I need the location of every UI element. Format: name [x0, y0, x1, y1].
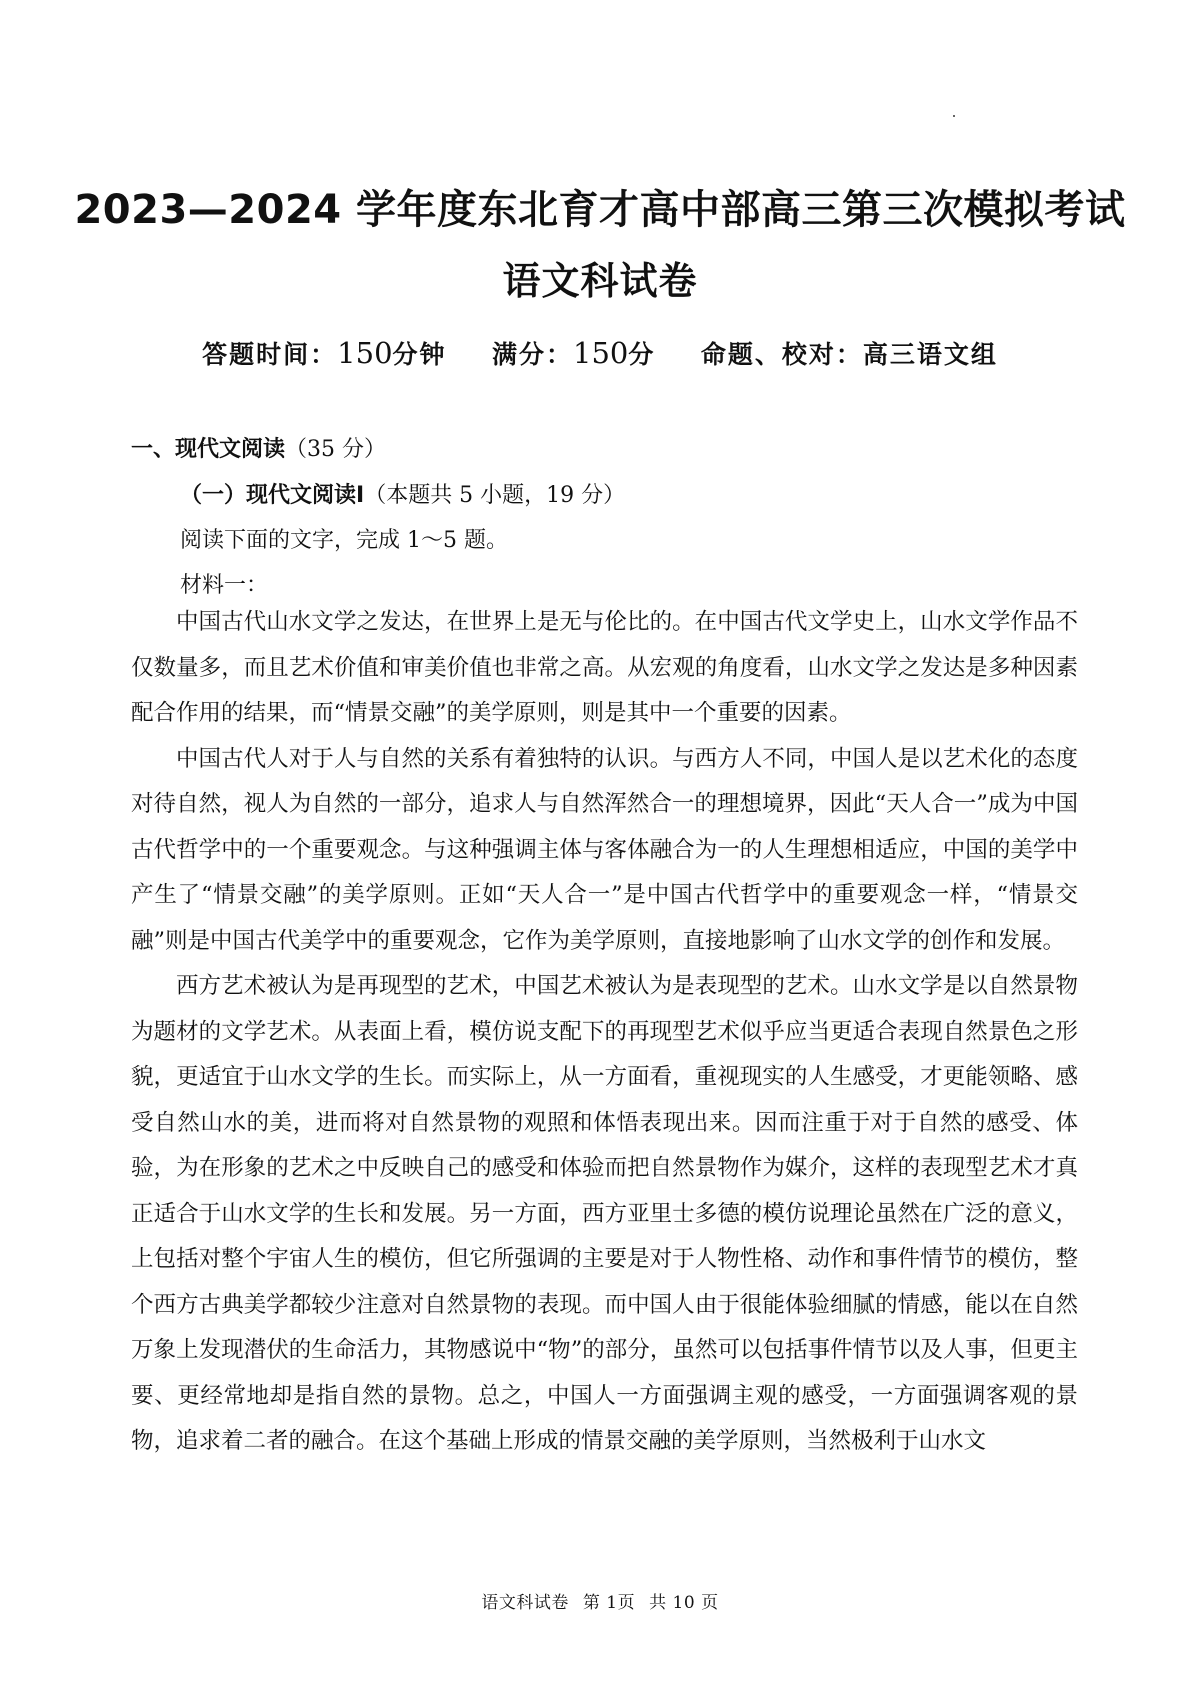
material-label: 材料一： [180, 573, 269, 598]
score-unit: 分 [628, 340, 656, 369]
subsection-note: （本题共 5 小题，19 分） [364, 483, 626, 508]
time-unit: 分钟 [392, 340, 447, 369]
author-label: 命题、校对： [700, 340, 863, 369]
exam-title: 2023—2024 学年度东北育才高中部高三第三次模拟考试 [74, 187, 1126, 233]
passage-paragraph: 西方艺术被认为是再现型的艺术，中国艺术被认为是表现型的艺术。山水文学是以自然景物为题材的文学艺术。从表面上看，模仿说支配下的再现型艺术似乎应当更适合表现自然景色之形貌，更适宜于山水文学的生长。而实际上，从一方面看，重视现实的人生感受，才更能领略、感受自然山水的美，进而将对自然景物的观照和体悟表现出来。因而注重于对于自然的感受、体验，为在形象的艺术之中反映自己的感受和体验而把自然景物作为媒介，这样的表现型艺术才真正适合于山水文学的生长和发展。另一方面，西方亚里士多德的模仿说理论虽然在广泛的意义，上包括对整个宇宙人生的模仿，但它所强调的主要是对于人物性格、动作和事件情节的模仿，整个西方古典美学都较少注意对自然景物的表现。而中国人由于很能体验细腻的情感，能以在自然万象上发现潜伏的生命活力，其物感说中“物”的部分，虽然可以包括事件情节以及人事，但更主要、更经常地却是指自然的景物。总之，中国人一方面强调主观的感受，一方面强调客观的景物，追求着二者的融合。在这个基础上形成的情景交融的美学原则，当然极利于山水文 [131, 973, 1078, 1454]
exam-info-line [0, 335, 1200, 371]
reading-passage [131, 600, 1078, 1465]
exam-subtitle: 语文科试卷 [502, 259, 698, 303]
reading-instruction: 阅读下面的文字，完成 1～5 题。 [180, 528, 508, 553]
subsection-title: （一）现代文阅读Ⅰ [180, 483, 365, 508]
footer-page-number: 第 1页 [582, 1593, 636, 1613]
author-value: 高三语文组 [862, 340, 998, 369]
score-value: 150 [573, 336, 629, 370]
footer-total-pages: 共 10 页 [649, 1593, 719, 1613]
scan-speck [953, 115, 955, 117]
section-title: 一、现代文阅读 [131, 437, 286, 462]
footer-paper-name: 语文科试卷 [481, 1593, 569, 1613]
section-heading [131, 432, 386, 463]
passage-paragraph: 中国古代人对于人与自然的关系有着独特的认识。与西方人不同，中国人是以艺术化的态度对待自然，视人为自然的一部分，追求人与自然浑然合一的理想境界，因此“天人合一”成为中国古代哲学中的一个重要观念。与这种强调主体与客体融合为一的人生理想相适应，中国的美学中产生了“情景交融”的美学原则。正如“天人合一”是中国古代哲学中的重要观念一样，“情景交融”则是中国古代美学中的重要观念，它作为美学原则，直接地影响了山水文学的创作和发展。 [131, 745, 1078, 954]
passage-paragraph: 中国古代山水文学之发达，在世界上是无与伦比的。在中国古代文学史上，山水文学作品不仅数量多，而且艺术价值和审美价值也非常之高。从宏观的角度看，山水文学之发达是多种因素配合作用的结果，而“情景交融”的美学原则，则是其中一个重要的因素。 [131, 609, 1078, 726]
time-label: 答题时间： [202, 340, 338, 369]
score-label: 满分： [491, 340, 573, 369]
section-score: （35 分） [285, 437, 387, 462]
page-footer [0, 1588, 1200, 1613]
time-value: 150 [337, 336, 393, 370]
subsection-heading [180, 478, 625, 509]
